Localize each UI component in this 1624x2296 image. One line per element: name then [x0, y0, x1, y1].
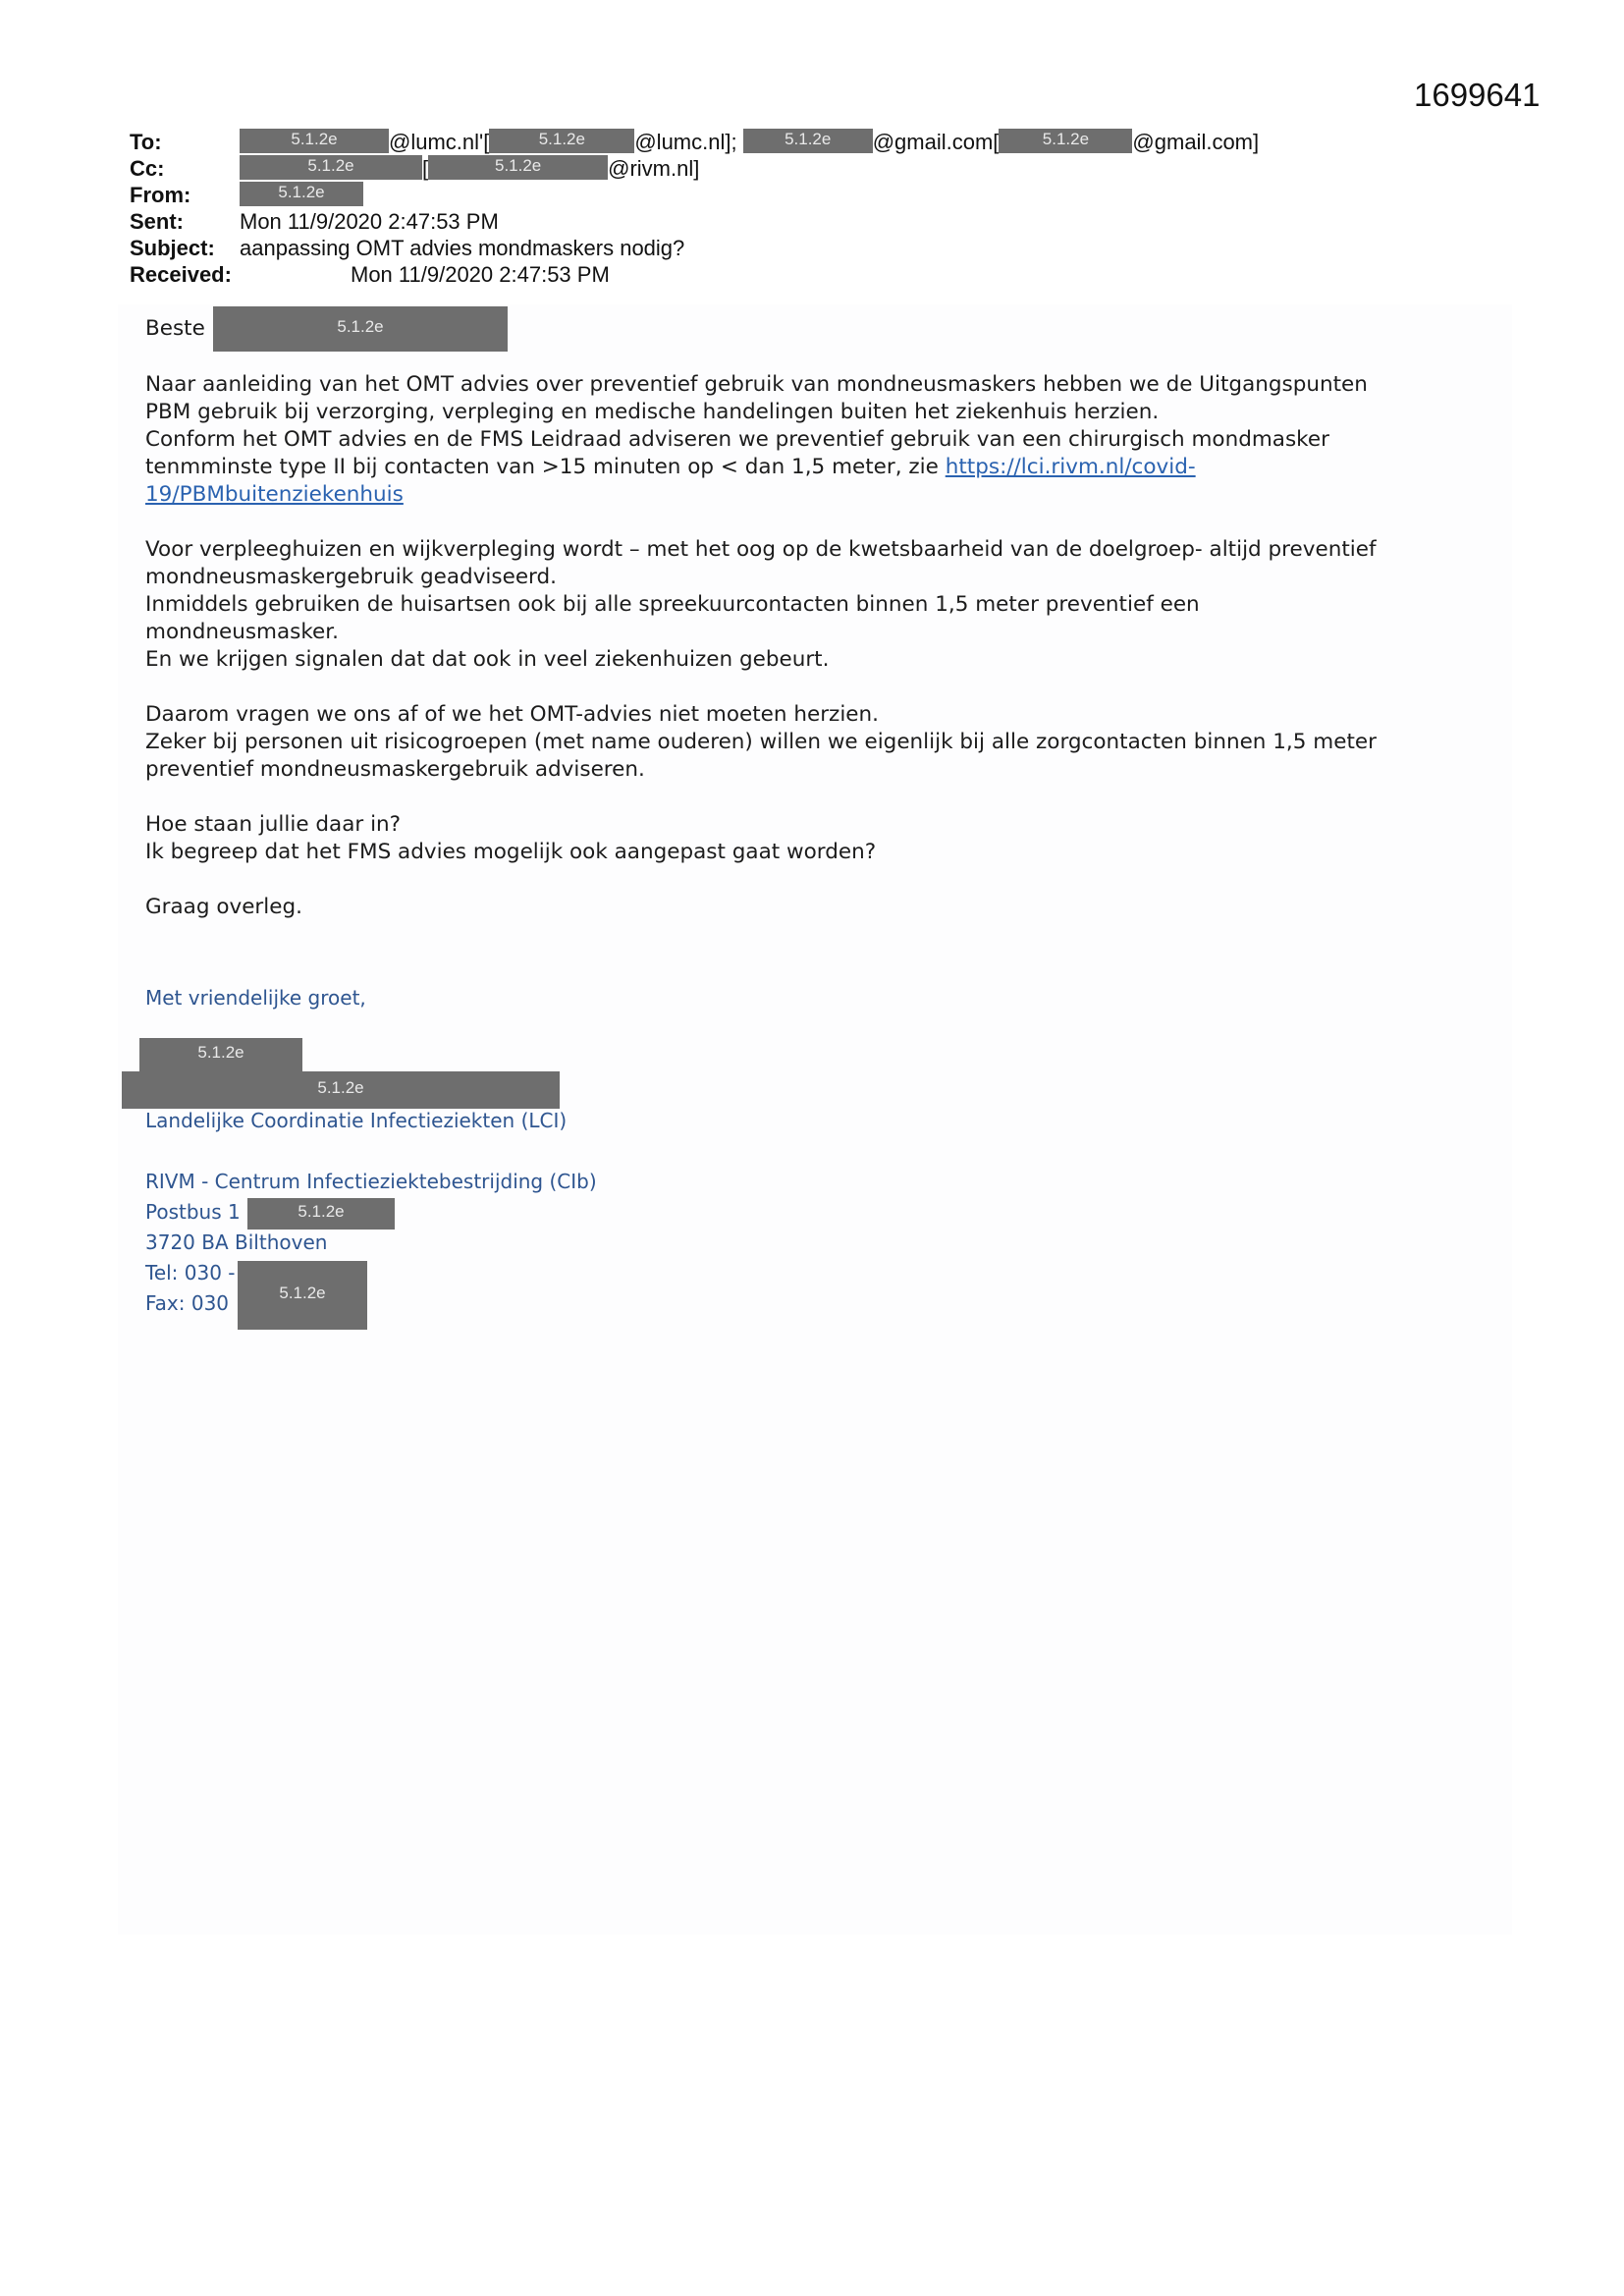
body-line: mondneusmaskergebruik geadviseerd.: [145, 565, 557, 589]
subject-value: aanpassing OMT advies mondmaskers nodig?: [240, 236, 685, 260]
signature-org-lci: Landelijke Coordinatie Infectieziekten (LCI): [145, 1109, 568, 1132]
document-id: 1699641: [1414, 77, 1541, 113]
to-domain-4: @gmail.com]: [1132, 130, 1260, 154]
guidance-link-continued[interactable]: 19/PBMbuitenziekenhuis: [145, 482, 404, 507]
redaction-box: 5.1.2e: [238, 1261, 367, 1330]
body-line: Graag overleg.: [145, 895, 302, 919]
to-label: To:: [130, 130, 162, 154]
redaction-box: 5.1.2e: [122, 1071, 560, 1109]
redaction-box: 5.1.2e: [247, 1198, 395, 1230]
body-text: tenmminste type II bij contacten van >15 minuten op < dan 1,5 meter, zie: [145, 455, 946, 479]
body-line: Naar aanleiding van het OMT advies over preventief gebruik van mondneusmaskers hebben we de Uitgangspunten: [145, 372, 1368, 397]
to-value: [240, 129, 1259, 155]
body-line: Zeker bij personen uit risicogroepen (met name ouderen) willen we eigenlijk bij alle zorgcontacten binnen 1,5 meter: [145, 730, 1377, 754]
body-line: [145, 454, 1510, 481]
received-label: Received:: [130, 262, 232, 287]
cc-bracket: [: [422, 156, 429, 181]
body-line: Hoe staan jullie daar in?: [145, 812, 402, 837]
received-value: Mon 11/9/2020 2:47:53 PM: [351, 262, 610, 287]
redaction-box: 5.1.2e: [999, 129, 1132, 153]
body-line: preventief mondneusmaskergebruik adviseren.: [145, 757, 645, 782]
to-domain-3: @gmail.com[: [872, 130, 1000, 154]
from-value: [240, 182, 363, 208]
redaction-box: 5.1.2e: [240, 155, 422, 180]
from-label: From:: [130, 183, 191, 207]
signature-tel: Tel: 030 -: [145, 1261, 236, 1285]
cc-domain: @rivm.nl]: [608, 156, 700, 181]
body-line: mondneusmasker.: [145, 620, 339, 644]
body-line: Ik begreep dat het FMS advies mogelijk ook aangepast gaat worden?: [145, 840, 877, 864]
redaction-box: 5.1.2e: [213, 306, 508, 352]
subject-label: Subject:: [130, 236, 215, 260]
signature-postbus: Postbus 1: [145, 1200, 241, 1224]
cc-label: Cc:: [130, 156, 165, 181]
redaction-box: 5.1.2e: [139, 1038, 302, 1071]
body-line: [145, 481, 1510, 509]
signature-fax: Fax: 030: [145, 1291, 230, 1315]
greeting-line: [145, 306, 205, 352]
body-line: PBM gebruik bij verzorging, verpleging en medische handelingen buiten het ziekenhuis herzien.: [145, 400, 1160, 424]
body-line: Conform het OMT advies en de FMS Leidraad adviseren we preventief gebruik van een chirurgisch mondmasker: [145, 427, 1329, 452]
redaction-box: 5.1.2e: [240, 129, 389, 153]
redaction-box: 5.1.2e: [428, 155, 608, 180]
body-line: Voor verpleeghuizen en wijkverpleging wordt – met het oog op de kwetsbaarheid van de doelgroep- altijd preventief: [145, 537, 1377, 562]
signature-city: 3720 BA Bilthoven: [145, 1230, 328, 1254]
to-domain-2: @lumc.nl];: [634, 130, 737, 154]
body-line: En we krijgen signalen dat dat ook in veel ziekenhuizen gebeurt.: [145, 647, 830, 672]
to-domain-1: @lumc.nl'[: [389, 130, 490, 154]
sent-label: Sent:: [130, 209, 184, 234]
cc-value: [240, 155, 699, 182]
message-body: [145, 371, 1510, 921]
greeting: Beste: [145, 316, 205, 341]
signature-org-rivm: RIVM - Centrum Infectieziektebestrijding (CIb): [145, 1170, 597, 1193]
redaction-box: 5.1.2e: [743, 129, 873, 153]
body-line: Inmiddels gebruiken de huisartsen ook bij alle spreekuurcontacten binnen 1,5 meter preventief een: [145, 592, 1200, 617]
closing: Met vriendelijke groet,: [145, 986, 366, 1010]
redaction-box: 5.1.2e: [240, 182, 363, 206]
guidance-link[interactable]: https://lci.rivm.nl/covid-: [945, 455, 1196, 479]
body-line: Daarom vragen we ons af of we het OMT-advies niet moeten herzien.: [145, 702, 879, 727]
sent-value: Mon 11/9/2020 2:47:53 PM: [240, 209, 499, 234]
redaction-box: 5.1.2e: [489, 129, 634, 153]
